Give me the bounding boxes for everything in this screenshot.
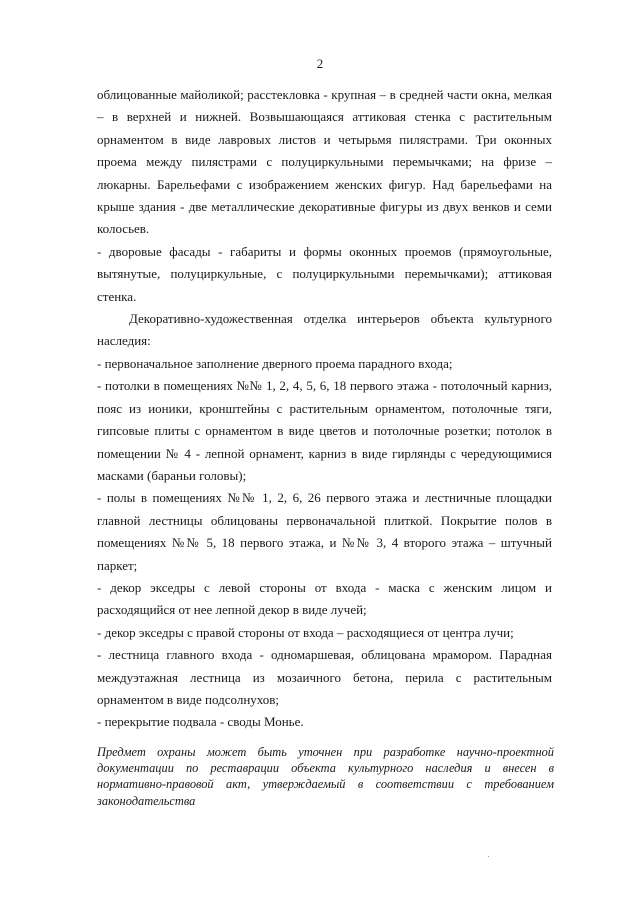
- paragraph-entrance-door: - первоначальное заполнение дверного проема парадного входа;: [97, 355, 453, 371]
- paragraph-staircase: - лестница главного входа - одномаршевая, облицована мрамором. Парадная междуэтажная лестница из мозаичного бетона, перила с растительным орнаментом в виде подсолнухов;: [97, 647, 552, 707]
- document-body: [97, 84, 552, 734]
- paragraph-exedra-left: - декор экседры с левой стороны от входа - маска с женским лицом и расходящийся от нее лепной декор в виде лучей;: [97, 579, 552, 618]
- page-number: 2: [316, 56, 324, 71]
- paragraph-main-facade-continued: облицованные майоликой; расстекловка - крупная – в средней части окна, мелкая – в верхней и нижней. Возвышающаяся аттиковая стенка с растительным орнаментом в виде лавровых листов и четырьмя пилястрами. Три оконных проема между пилястрами с полуциркульными перемычками; на фризе – люкарны. Барельефами с изображением женских фигур. Над барельефами на крыше здания - две металлические декоративные фигуры из двух венков и семи колосьев.: [97, 87, 552, 237]
- paragraph-interior-heading: Декоративно-художественная отделка интерьеров объекта культурного наследия:: [97, 311, 552, 349]
- protection-subject-note: Предмет охраны может быть уточнен при разработке научно-проектной документации по реставрации объекта культурного наследия и внесен в нормативно-правовой акт, утверждаемый в соответствии с требованием законодательства: [97, 745, 554, 808]
- paragraph-courtyard-facades: - дворовые фасады - габариты и формы оконных проемов (прямоугольные, вытянутые, полуциркульные, с полуциркульными перемычками); аттиковая стенка.: [97, 243, 552, 304]
- paragraph-exedra-right: - декор экседры с правой стороны от входа – расходящиеся от центра лучи;: [97, 624, 514, 640]
- paragraph-ceilings: - потолки в помещениях №№ 1, 2, 4, 5, 6, 18 первого этажа - потолочный карниз, пояс из ионики, кронштейны с растительным орнаментом, потолочные тяги, гипсовые плиты с орнаментом в виде цветов и потолочные розетки; потолок в помещении № 4 - лепной орнамент, карниз в виде гирлянды с чередующимися масками (бараньи головы);: [97, 378, 552, 483]
- paragraph-floors: - полы в помещениях №№ 1, 2, 6, 26 первого этажа и лестничные площадки главной лестницы облицованы первоначальной плиткой. Покрытие полов в помещениях №№ 5, 18 первого этажа, и №№ 3, 4 второго этажа – штучный паркет;: [97, 490, 552, 573]
- scan-dot-mark: [488, 856, 489, 857]
- paragraph-basement-vaults: - перекрытие подвала - своды Монье.: [97, 714, 304, 730]
